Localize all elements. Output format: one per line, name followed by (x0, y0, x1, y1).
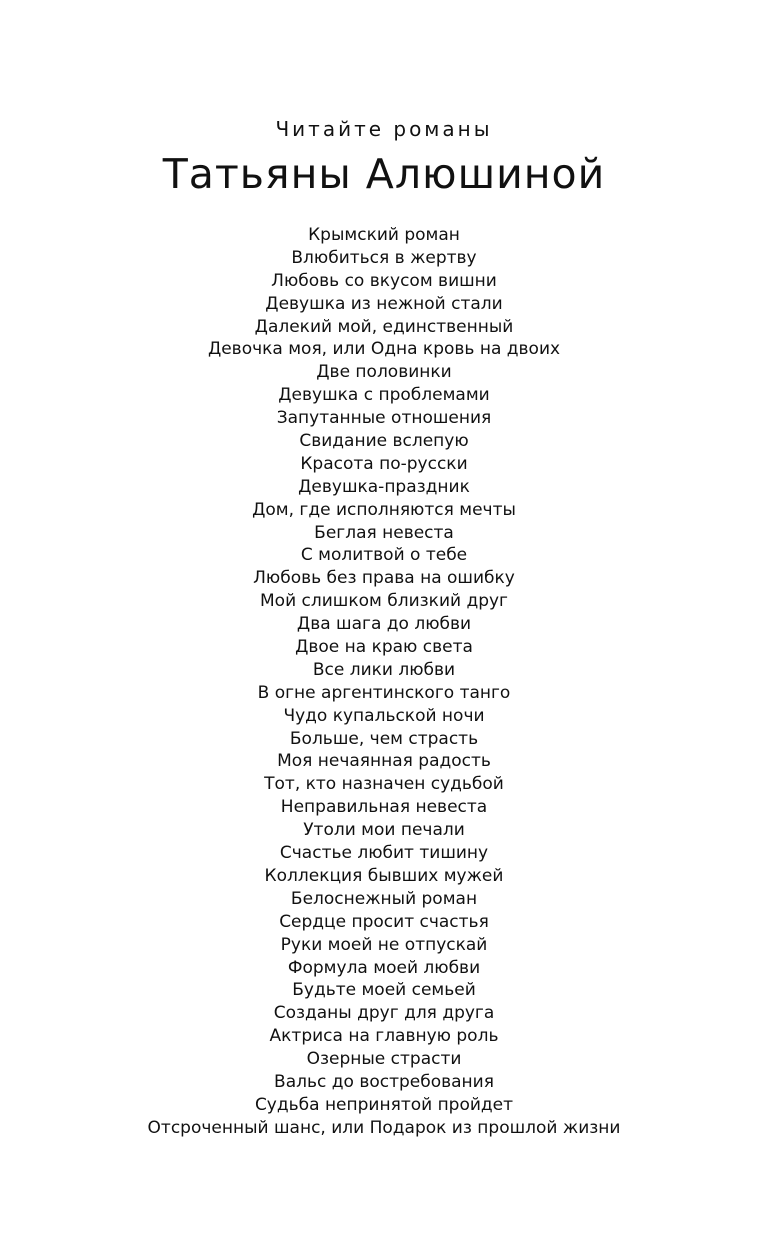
book-title-item: Руки моей не отпускай (280, 934, 488, 955)
book-title-item: Далекий мой, единственный (254, 316, 514, 337)
book-title-item: Счастье любит тишину (279, 843, 489, 864)
book-title-item: Формула моей любви (287, 957, 481, 978)
book-title-item: Двое на краю света (295, 637, 473, 658)
book-title-item: Судьба непринятой пройдет (254, 1094, 514, 1115)
book-title-item: Утоли мои печали (303, 820, 465, 841)
book-title-item: Влюбиться в жертву (291, 247, 477, 268)
book-title-item: Неправильная невеста (280, 797, 488, 818)
book-title-item: Все лики любви (312, 659, 456, 680)
book-title-item: Запутанные отношения (276, 408, 492, 429)
book-title-item: Коллекция бывших мужей (264, 865, 504, 886)
book-title-item: Озерные страсти (306, 1049, 462, 1070)
book-title-item: Мой слишком близкий друг (260, 591, 508, 612)
book-title-item: Сердце просит счастья (279, 911, 489, 932)
book-title-item: Любовь без права на ошибку (253, 568, 515, 589)
book-title-item: Беглая невеста (314, 522, 454, 543)
book-titles-list (0, 224, 768, 1140)
book-title-item: С молитвой о тебе (300, 545, 468, 566)
book-title-item: Отсроченный шанс, или Подарок из прошлой жизни (147, 1117, 621, 1138)
book-title-item: Больше, чем страсть (289, 728, 479, 749)
book-title-item: Девочка моя, или Одна кровь на двоих (207, 339, 561, 360)
book-title-item: В огне аргентинского танго (257, 682, 511, 703)
book-title-item: Девушка-праздник (298, 476, 470, 497)
book-title-item: Девушка из нежной стали (265, 293, 503, 314)
book-title-item: Вальс до востребования (274, 1071, 494, 1092)
book-title-item: Девушка с проблемами (278, 385, 490, 406)
book-title-item: Тот, кто назначен судьбой (264, 774, 504, 795)
book-title-item: Две половинки (316, 362, 452, 383)
book-title-item: Созданы друг для друга (273, 1003, 495, 1024)
book-title-item: Белоснежный роман (290, 888, 478, 909)
book-title-item: Дом, где исполняются мечты (252, 499, 516, 520)
book-title-item: Любовь со вкусом вишни (271, 270, 497, 291)
book-title-item: Два шага до любви (296, 614, 472, 635)
book-title-item: Крымский роман (308, 225, 460, 245)
book-title-item: Красота по-русски (300, 453, 468, 474)
book-title-item: Актриса на главную роль (269, 1026, 499, 1047)
page-subtitle: Читайте романы (275, 117, 493, 141)
book-title-item: Моя нечаянная радость (277, 751, 491, 772)
author-name: Татьяны Алюшиной (162, 150, 606, 198)
book-title-item: Чудо купальской ночи (283, 705, 485, 726)
book-title-item: Будьте моей семьей (292, 980, 476, 1001)
book-title-item: Свидание вслепую (299, 431, 469, 452)
